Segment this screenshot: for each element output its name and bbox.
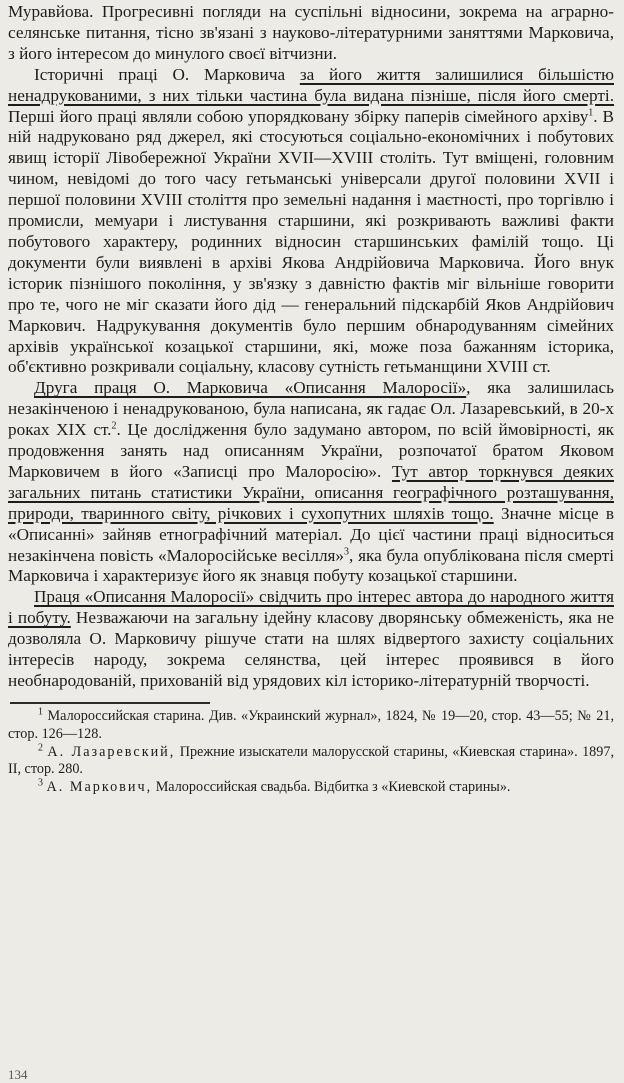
paragraph-4: [8, 587, 614, 692]
text-run: , яка була опублікована після смерті Марковича і характеризує його як знавця побуту козацької старшини.: [8, 545, 614, 586]
paragraph-3: [8, 378, 614, 587]
footnote-author: А. Маркович,: [46, 779, 153, 796]
footnote-reference: 2: [111, 420, 117, 432]
footnote-text: Прежние изыскатели малорусской старины, «Киевская старина». 1897, II, стор. 280.: [8, 743, 614, 778]
text-run: , яка залишилась незакінченою і ненадрукованою, була написана, як гадає Ол. Лазаревський, в 20-х роках XIX ст.: [8, 378, 614, 440]
paragraph-1: [8, 2, 614, 65]
footnote-reference: 1: [588, 106, 594, 118]
text-run: . Це дослідження було задумано автором, по всій ймовірності, як продовження занять над описанням України, розпочатої братом Яковом Марковичем в його «Записці про Малоросію».: [8, 420, 614, 481]
footnote-mark: 3: [38, 777, 43, 789]
footnote-mark: 2: [38, 741, 43, 753]
text-run: . В ній надруковано ряд джерел, які стосуються соціально-економічних і побутових явищ історії Лівобережної України XVII—XVIII століть. Тут вміщені, головним чином, невідомі до того часу гетьманські універсали другої половини XVII і першої половини XVIII століття про земельні надання і маєтності, про торгівлю і промисли, мемуари і листування старшини, які розкривають важливі факти побутового характеру, родинних відносин старшинських фамілій тощо. Ці документи були виявлені в архіві Якова Андрійовича Марковича. Його внук історик пізнішого покоління, у зв'язку з давністю фактів міг вільніше говорити про те, чого не міг сказати його дід — генеральний підскарбій Яков Андрійович Маркович. Надрукування документів було першим обнародуванням сімейних архівів української козацької старшини, які, може поза бажанням історика, об'єктивно розкривали соціальну, класову сутність гетьманщини XVIII ст.: [8, 106, 614, 377]
footnote-author: А. Лазаревский,: [47, 743, 176, 760]
footnote-mark: 1: [38, 706, 43, 718]
text-run: Муравйова. Прогресивні погляди на суспільні відносини, зокрема на аграрно-селянське питання, тісно зв'язані з науково-літературними заняттями Марковича, з його інтересом до минулого своєї вітчизни.: [8, 2, 614, 63]
footnote-reference: 3: [344, 545, 350, 557]
page-number: 134: [8, 1067, 28, 1082]
footnote-text: Малороссийская свадьба. Відбитка з «Киевской старины».: [155, 779, 511, 796]
footnote-text: Малороссийская старина. Див. «Украинский журнал», 1824, № 19—20, стор. 43—55; № 21, стор. 126—128.: [8, 707, 615, 742]
footnote-3: [8, 779, 614, 797]
underlined-text: за його життя залишилися більшістю ненадрукованими, з них тільки частина була видана пізніше, після його смерті.: [8, 64, 614, 105]
text-run: Історичні праці О. Марковича: [34, 64, 300, 84]
footnote-2: [8, 741, 614, 780]
underlined-text: Тут автор торкнувся деяких загальних питань статистики України, описання географічного розташування, природи, тваринного світу, річкових і сухопутних шляхів тощо.: [8, 461, 614, 523]
underlined-text: Праця «Описання Малоросії» свідчить про інтерес автора до народного життя і побуту.: [8, 587, 614, 628]
text-run: Значне місце в «Описанні» зайняв етнографічний матеріал. До цієї частини праці відноситься незакінчена повість «Малоросійське весілля»: [8, 503, 614, 565]
footnotes: [8, 708, 614, 797]
text-run: Перші його праці являли собою упорядковану збірку паперів сімейного архіву: [8, 106, 589, 126]
footnote-1: [8, 708, 614, 744]
footnote-separator: [10, 702, 210, 704]
text-run: Незважаючи на загальну ідейну класову дворянську обмеженість, яка не дозволяла О. Марковичу рішуче стати на шлях відвертого захисту соціальних інтересів народу, зокрема селянства, цей інтерес проявився в його необнародованій, прихованій від урядових кіл історико-літературній творчості.: [8, 608, 614, 690]
body-text: [8, 2, 614, 692]
underlined-text: Друга праця О. Марковича «Описання Малоросії»: [34, 378, 467, 398]
paragraph-2: [8, 65, 614, 379]
